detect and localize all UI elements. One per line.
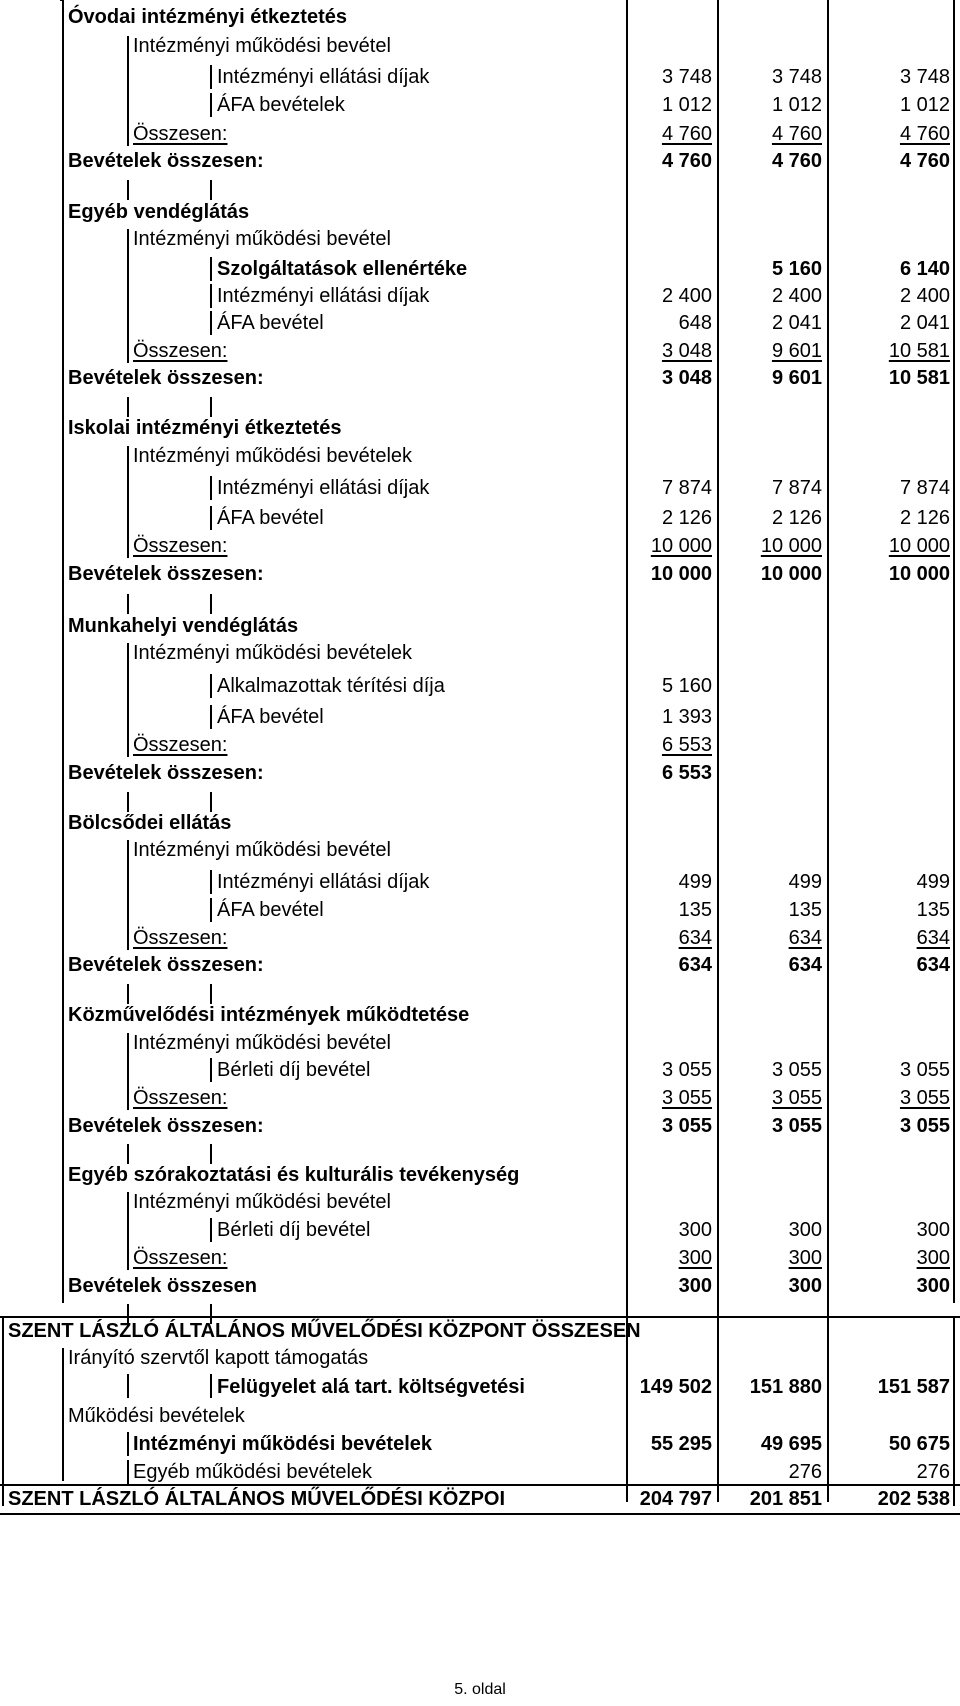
value-col-1: 300 [678,1247,712,1269]
value-col-3: 135 [916,899,950,921]
total-label: Bevételek összesen [68,1275,258,1297]
value-col-1: 5 160 [661,675,712,697]
value-col-1: 3 055 [661,1087,712,1109]
table-rule-vertical [953,0,955,1303]
value-col-2: 300 [788,1219,822,1241]
table-rule-vertical [60,0,62,1]
value-col-1: 135 [678,899,712,921]
section-subtitle: Intézményi működési bevétel [133,228,391,250]
page-footer: 5. oldal [454,1681,506,1698]
table-rule-vertical [2,1316,4,1506]
table-rule-vertical [127,984,129,1004]
value-col-3: 276 [916,1461,950,1483]
line-item-label: ÁFA bevétel [217,312,324,334]
value-col-1: 10 000 [650,535,712,557]
value-col-3: 499 [916,871,950,893]
value-col-2: 49 695 [760,1433,822,1455]
subtotal-label: Összesen: [133,1087,228,1109]
value-col-1: 1 393 [661,706,712,728]
value-col-2: 151 880 [749,1376,822,1398]
subtotal-label: Összesen: [133,535,228,557]
table-rule-vertical [827,0,829,1502]
table-rule-vertical [717,0,719,1502]
value-col-2: 300 [788,1247,822,1269]
line-item-label: Intézményi ellátási díjak [217,871,430,893]
section-title: Óvodai intézményi étkeztetés [68,6,347,28]
value-col-3: 634 [916,927,950,949]
value-col-3: 300 [916,1275,950,1297]
value-col-1: 648 [678,312,712,334]
section-title: Iskolai intézményi étkeztetés [68,417,342,439]
total-label: Bevételek összesen: [68,762,264,784]
total-label: Bevételek összesen: [68,367,264,389]
value-col-3: 10 000 [888,535,950,557]
table-rule-vertical [127,229,129,363]
value-col-1: 300 [678,1219,712,1241]
value-col-2: 10 000 [760,535,822,557]
table-rule-vertical [62,1406,64,1481]
table-rule-vertical [127,643,129,757]
value-col-1: 300 [678,1275,712,1297]
table-rule-vertical [127,1432,129,1456]
value-col-2: 2 126 [771,507,822,529]
value-col-3: 1 012 [899,94,950,116]
value-col-2: 634 [788,954,822,976]
value-col-1: 3 048 [661,340,712,362]
subtotal-label: Összesen: [133,340,228,362]
value-col-1: 3 048 [661,367,712,389]
table-rule-vertical [210,311,212,335]
value-col-2: 3 055 [771,1115,822,1137]
table-rule-vertical [127,1192,129,1270]
value-col-3: 50 675 [888,1433,950,1455]
value-col-1: 55 295 [650,1433,712,1455]
line-item-label: ÁFA bevétel [217,507,324,529]
value-col-3: 3 055 [899,1115,950,1137]
value-col-3: 6 140 [899,258,950,280]
table-rule-vertical [210,65,212,89]
table-rule-vertical [127,446,129,558]
section-title: Bölcsődei ellátás [68,812,232,834]
subtotal-label: Összesen: [133,927,228,949]
total-label: Bevételek összesen: [68,1115,264,1137]
total-label: Bevételek összesen: [68,563,264,585]
line-item-label: Alkalmazottak térítési díja [217,675,445,697]
value-col-1: 3 748 [661,66,712,88]
value-col-2: 10 000 [760,563,822,585]
value-col-3: 300 [916,1247,950,1269]
value-col-1: 7 874 [661,477,712,499]
table-rule-vertical [210,984,212,1004]
line-item-label: Bérleti díj bevétel [217,1059,371,1081]
value-col-3: 3 055 [899,1059,950,1081]
table-rule-vertical [127,594,129,614]
table-rule-vertical [210,1218,212,1242]
value-col-1: 10 000 [650,563,712,585]
table-rule-vertical [127,1460,129,1484]
line-item-label: ÁFA bevétel [217,899,324,921]
table-rule-vertical [127,840,129,950]
value-col-2: 201 851 [749,1488,822,1510]
value-col-2: 4 760 [771,150,822,172]
section-title: Egyéb vendéglátás [68,201,250,223]
value-col-2: 135 [788,899,822,921]
section-title: Közművelődési intézmények működtetése [68,1004,470,1026]
value-col-2: 4 760 [771,123,822,145]
line-item-label: Szolgáltatások ellenértéke [217,258,468,280]
table-rule-vertical [127,792,129,812]
value-col-2: 300 [788,1275,822,1297]
value-col-2: 3 055 [771,1059,822,1081]
table-rule-horizontal [0,1513,960,1515]
table-rule-vertical [210,792,212,812]
value-col-1: 1 012 [661,94,712,116]
value-col-2: 2 400 [771,285,822,307]
value-col-1: 3 055 [661,1115,712,1137]
section-subtitle: Intézményi működési bevétel [133,35,391,57]
table-rule-vertical [62,1348,64,1408]
table-rule-vertical [210,476,212,500]
subtotal-label: Összesen: [133,123,228,145]
table-rule-vertical [626,0,628,1502]
section-title: Egyéb szórakoztatási és kulturális tevékenység [68,1164,520,1186]
value-col-2: 634 [788,927,822,949]
table-rule-vertical [210,93,212,117]
section-subtitle: Intézményi működési bevételek [133,642,413,664]
value-col-1: 6 553 [661,734,712,756]
operating-item-label: Egyéb működési bevételek [133,1461,373,1483]
total-label: Bevételek összesen: [68,954,264,976]
table-rule-vertical [210,506,212,530]
line-item-label: ÁFA bevétel [217,706,324,728]
summary-title: SZENT LÁSZLÓ ÁLTALÁNOS MŰVELŐDÉSI KÖZPONT ÖSSZESEN [8,1320,641,1342]
table-rule-vertical [210,674,212,698]
table-rule-horizontal [0,1484,960,1486]
value-col-1: 204 797 [639,1488,712,1510]
table-rule-vertical [210,1144,212,1164]
value-col-1: 4 760 [661,123,712,145]
value-col-1: 499 [678,871,712,893]
table-rule-vertical [210,257,212,281]
section-subtitle: Intézményi működési bevétel [133,1191,391,1213]
value-col-3: 202 538 [877,1488,950,1510]
value-col-1: 149 502 [639,1376,712,1398]
line-item-label: ÁFA bevételek [217,94,345,116]
value-col-1: 3 055 [661,1059,712,1081]
value-col-2: 276 [788,1461,822,1483]
section-subtitle: Intézményi működési bevétel [133,1032,391,1054]
section-title: Munkahelyi vendéglátás [68,615,299,637]
value-col-3: 4 760 [899,123,950,145]
table-rule-vertical [127,1374,129,1398]
value-col-3: 10 581 [888,340,950,362]
value-col-3: 2 400 [899,285,950,307]
value-col-3: 10 581 [888,367,950,389]
total-label: Bevételek összesen: [68,150,264,172]
table-rule-vertical [210,870,212,894]
value-col-1: 634 [678,954,712,976]
value-col-3: 300 [916,1219,950,1241]
table-rule-horizontal [0,1316,960,1318]
value-col-3: 3 748 [899,66,950,88]
section-subtitle: Intézményi működési bevétel [133,839,391,861]
table-rule-vertical [953,1316,955,1506]
value-col-3: 2 126 [899,507,950,529]
table-rule-vertical [127,397,129,417]
table-rule-vertical [210,1058,212,1082]
value-col-3: 634 [916,954,950,976]
line-item-label: Intézményi ellátási díjak [217,66,430,88]
value-col-2: 3 748 [771,66,822,88]
value-col-1: 634 [678,927,712,949]
value-col-3: 3 055 [899,1087,950,1109]
value-col-1: 6 553 [661,762,712,784]
subtotal-label: Összesen: [133,734,228,756]
operating-label: Működési bevételek [68,1405,245,1427]
value-col-2: 1 012 [771,94,822,116]
table-rule-vertical [210,284,212,308]
table-rule-vertical [127,1033,129,1110]
value-col-2: 7 874 [771,477,822,499]
subtotal-label: Összesen: [133,1247,228,1269]
support-item-label: Felügyelet alá tart. költségvetési [217,1376,525,1398]
line-item-label: Intézményi ellátási díjak [217,285,430,307]
table-rule-vertical [62,0,64,1303]
table-rule-vertical [210,898,212,922]
value-col-3: 7 874 [899,477,950,499]
value-col-2: 9 601 [771,367,822,389]
value-col-1: 2 126 [661,507,712,529]
table-rule-vertical [127,1144,129,1164]
value-col-3: 151 587 [877,1376,950,1398]
table-rule-vertical [210,397,212,417]
table-rule-vertical [210,594,212,614]
value-col-1: 2 400 [661,285,712,307]
section-subtitle: Intézményi működési bevételek [133,445,413,467]
table-rule-vertical [210,1374,212,1398]
value-col-2: 5 160 [771,258,822,280]
operating-item-label: Intézményi működési bevételek [133,1433,433,1455]
value-col-2: 9 601 [771,340,822,362]
table-rule-vertical [127,36,129,146]
value-col-2: 2 041 [771,312,822,334]
table-rule-vertical [210,180,212,200]
value-col-2: 3 055 [771,1087,822,1109]
value-col-3: 10 000 [888,563,950,585]
table-rule-vertical [210,705,212,729]
support-label: Irányító szervtől kapott támogatás [68,1347,369,1369]
table-rule-vertical [127,180,129,200]
line-item-label: Bérleti díj bevétel [217,1219,371,1241]
value-col-3: 4 760 [899,150,950,172]
value-col-3: 2 041 [899,312,950,334]
value-col-1: 4 760 [661,150,712,172]
line-item-label: Intézményi ellátási díjak [217,477,430,499]
grand-total-label: SZENT LÁSZLÓ ÁLTALÁNOS MŰVELŐDÉSI KÖZPOI [8,1488,506,1510]
value-col-2: 499 [788,871,822,893]
